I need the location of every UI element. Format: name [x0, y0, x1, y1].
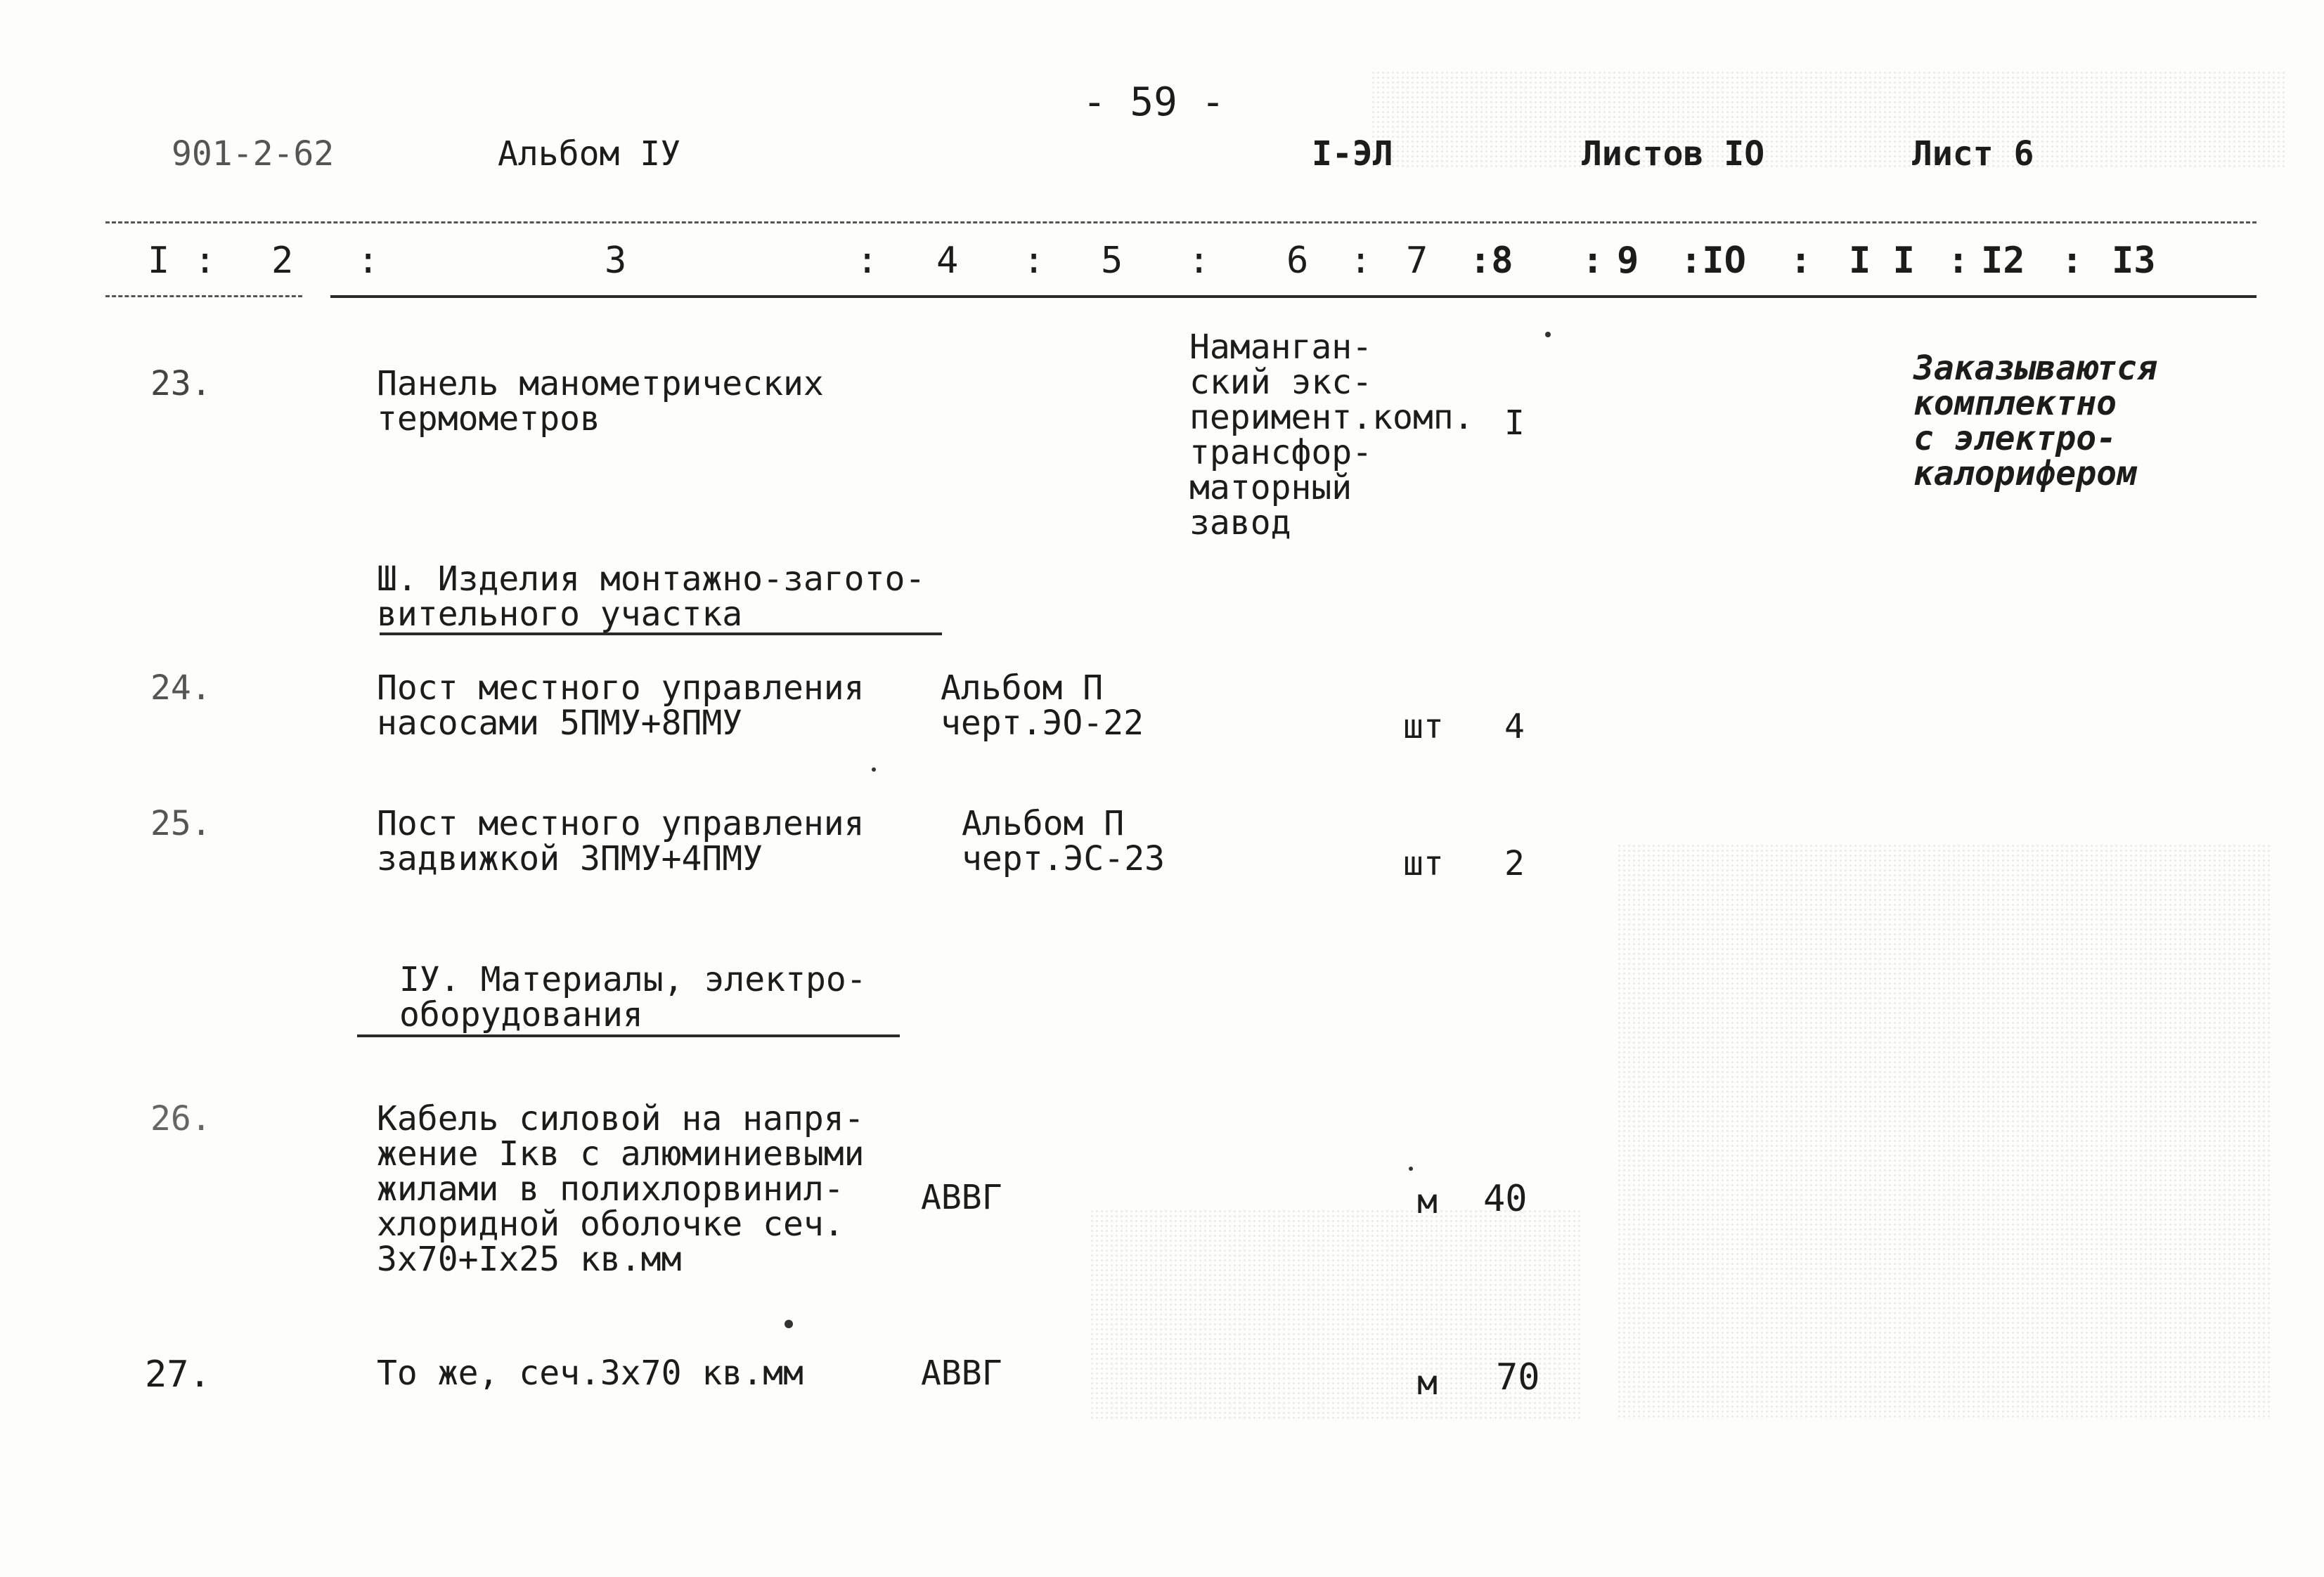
ink-speck [785, 1320, 793, 1328]
unit: м [1417, 1182, 1438, 1221]
section-heading: Ш. Изделия монтажно-загото- вительного участка [377, 559, 926, 634]
scan-noise [1371, 70, 2285, 174]
column-separator: : [1582, 240, 1604, 282]
quantity: 2 [1504, 844, 1525, 883]
row-number: 23. [150, 364, 212, 403]
item-name: Пост местного управления насосами 5ПМУ+8ПМУ [377, 668, 865, 743]
item-name: То же, сеч.3х70 кв.мм [377, 1354, 803, 1393]
column-header: 2 [271, 240, 294, 282]
column-separator: : [2061, 240, 2084, 282]
table-top-rule [105, 221, 2257, 223]
column-separator: : [1947, 240, 1970, 282]
row-number: 25. [150, 804, 212, 843]
scan-noise [1617, 843, 2271, 1420]
column-header: 5 [1101, 240, 1123, 282]
column-separator: : [194, 240, 217, 282]
sheet-number: Лист 6 [1912, 134, 2034, 174]
column-header: 7 [1406, 240, 1428, 282]
item-name: Кабель силовой на напря- жение Iкв с алюминиевыми жилами в полихлорвинил- хлоридной оболочке сеч. 3х70+Iх25 кв.мм [377, 1099, 865, 1279]
column-header: 6 [1286, 240, 1309, 282]
column-header: I [148, 240, 170, 282]
column-separator: : [1188, 240, 1211, 282]
cable-type: АВВГ [921, 1178, 1002, 1217]
column-header: 9 [1617, 240, 1639, 282]
section-underline [380, 632, 942, 635]
row-number: 26. [150, 1099, 212, 1138]
quantity: 40 [1483, 1178, 1528, 1220]
column-separator: : [1790, 240, 1812, 282]
row-number: 27. [145, 1354, 211, 1396]
cable-type: АВВГ [921, 1354, 1002, 1393]
drawing-reference: Альбом П черт.ЭС-23 [962, 804, 1165, 878]
column-header: 3 [605, 240, 627, 282]
unit: шт [1403, 707, 1444, 746]
unit: м [1417, 1363, 1438, 1403]
column-header: I2 [1981, 240, 2025, 282]
unit: шт [1403, 844, 1444, 883]
section-heading: IУ. Материалы, электро- оборудования [399, 960, 867, 1034]
doc-code: 901-2-62 [172, 134, 335, 174]
sheets-total: Листов IO [1582, 134, 1765, 174]
row-number: 24. [150, 668, 212, 708]
manufacturer: Наманган- ский экс- перимент.комп. трансфор- маторный завод [1189, 327, 1474, 543]
quantity: 4 [1504, 707, 1525, 746]
quantity: I [1504, 403, 1525, 443]
ink-speck [1545, 332, 1551, 337]
table-header-rule [330, 295, 2257, 298]
column-separator: : [357, 240, 380, 282]
item-name: Панель манометрических термометров [377, 364, 824, 439]
item-name: Пост местного управления задвижкой ЗПМУ+4ПМУ [377, 804, 865, 878]
section-underline [357, 1034, 900, 1037]
column-separator: : [856, 240, 879, 282]
column-header: 4 [936, 240, 959, 282]
page-number: - 59 - [1083, 79, 1225, 125]
column-header: I3 [2112, 240, 2156, 282]
remark: Заказываются комплектно с электро- калорифером [1913, 349, 2157, 493]
column-separator: : [1023, 240, 1045, 282]
quantity: 70 [1496, 1356, 1540, 1398]
drawing-reference: Альбом П черт.ЭО-22 [941, 668, 1144, 743]
column-header: I I [1849, 240, 1915, 282]
column-separator: : [1350, 240, 1372, 282]
ink-speck [872, 767, 876, 772]
table-header-rule-left [105, 295, 302, 297]
series-label: I-ЭЛ [1312, 134, 1393, 174]
album-label: Альбом IУ [498, 134, 681, 174]
ink-speck [1409, 1167, 1413, 1171]
column-header: :8 [1469, 240, 1513, 282]
column-header: :IO [1680, 240, 1746, 282]
